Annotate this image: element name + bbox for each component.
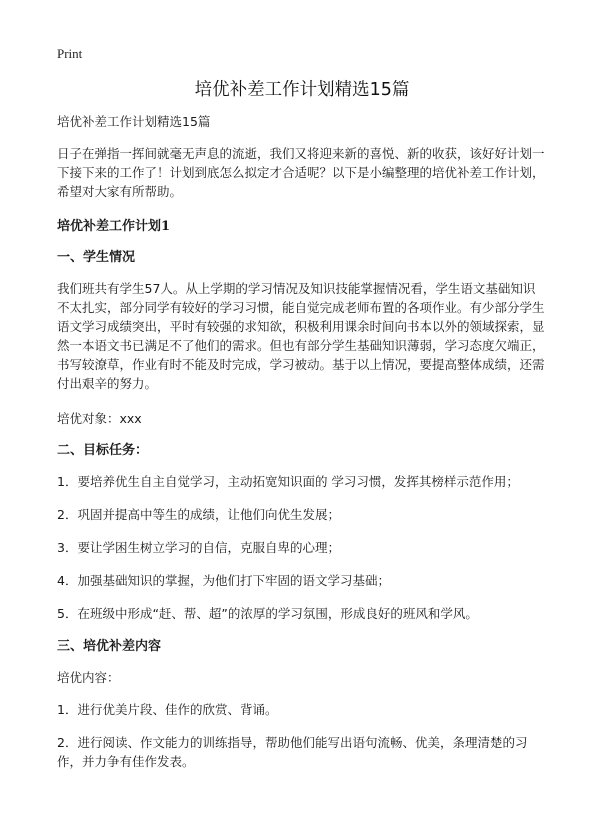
goal-item: 3．要让学困生树立学习的自信，克服自卑的心理； xyxy=(57,540,340,555)
section-heading-student-situation: 一、学生情况 xyxy=(57,250,136,265)
section-heading-content: 三、培优补差内容 xyxy=(57,639,162,654)
goal-item: 1．要培养优生自主自觉学习，主动拓宽知识面的 学习习惯，发挥其榜样示范作用； xyxy=(57,474,519,489)
content-item: 2．进行阅读、作文能力的训练指导，帮助他们能写出语句流畅、优美，条理清楚的习作，并力争有佳作发表。 xyxy=(57,735,528,769)
student-situation-paragraph: 我们班共有学生57人。从上学期的学习情况及知识技能掌握情况看，学生语文基础知识不太扎实，部分同学有较好的学习习惯，能自觉完成老师布置的各项作业。有少部分学生语文学习成绩突出，平时有较强的求知欲，积极利用课余时间向书本以外的领域探索，显然一本语文书已满足不了他们的需求。但也有部分学生基础知识薄弱，学习态度欠端正，书写较潦草，作业有时不能及时完成，学习被动。基于以上情况，要提高整体成绩，还需付出艰辛的努力。 xyxy=(57,281,545,391)
content-item: 1．进行优美片段、佳作的欣赏、背诵。 xyxy=(57,702,278,717)
goal-item: 4．加强基础知识的掌握，为他们打下牢固的语文学习基础； xyxy=(57,573,390,588)
section-heading-goals: 二、目标任务： xyxy=(57,443,149,458)
plan-heading: 培优补差工作计划1 xyxy=(57,219,171,234)
document-body xyxy=(57,78,547,785)
content-label: 培优内容： xyxy=(57,670,120,685)
target-students-line: 培优对象：xxx xyxy=(57,411,142,426)
document-subtitle: 培优补差工作计划精选15篇 xyxy=(57,114,211,129)
goal-item: 2．巩固并提高中等生的成绩，让他们向优生发展； xyxy=(57,507,340,522)
goal-item: 5．在班级中形成“赶、帮、超”的浓厚的学习氛围，形成良好的班风和学风。 xyxy=(57,606,478,621)
page-title: 培优补差工作计划精选15篇 xyxy=(194,80,410,100)
intro-paragraph: 日子在弹指一挥间就毫无声息的流逝，我们又将迎来新的喜悦、新的收获，该好好计划一下接下来的工作了！计划到底怎么拟定才合适呢？以下是小编整理的培优补差工作计划，希望对大家有所帮助。 xyxy=(57,146,545,199)
print-link[interactable]: Print xyxy=(57,46,83,61)
